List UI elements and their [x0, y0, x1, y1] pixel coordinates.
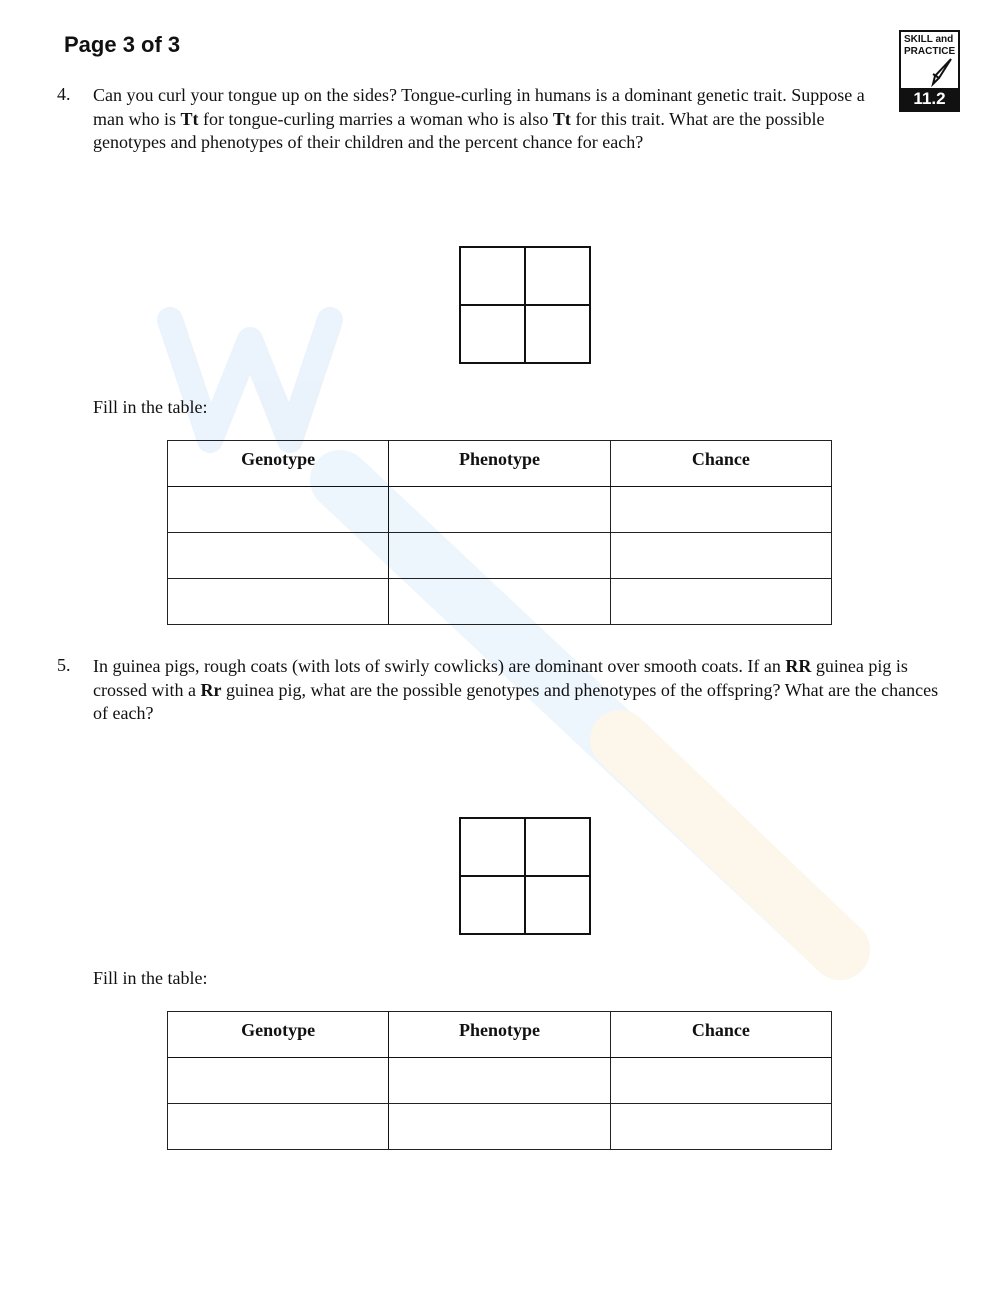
- cell[interactable]: [168, 579, 389, 625]
- table-row: [168, 1104, 832, 1150]
- cell[interactable]: [610, 1058, 831, 1104]
- cell[interactable]: [610, 487, 831, 533]
- punnett-cell[interactable]: [460, 818, 525, 876]
- cell[interactable]: [389, 1104, 610, 1150]
- cell[interactable]: [168, 533, 389, 579]
- punnett-cell[interactable]: [525, 305, 590, 363]
- table-row: [168, 1058, 832, 1104]
- header-phenotype: Phenotype: [389, 1012, 610, 1058]
- fill-label: Fill in the table:: [93, 397, 208, 417]
- cell[interactable]: [168, 1104, 389, 1150]
- answer-table: [167, 1011, 832, 1150]
- header-chance: Chance: [610, 441, 831, 487]
- logo-line1: SKILL and: [904, 34, 954, 45]
- question-4-text: Can you curl your tongue up on the sides? Tongue-curling in humans is a dominant genetic trait. Suppose a man who is Tt for tongue-curling marries a woman who is also Tt for this trait. What are the possible genotypes and phenotypes of their children and the percent chance for each?: [93, 85, 865, 152]
- cell[interactable]: [389, 487, 610, 533]
- punnett-cell[interactable]: [460, 247, 525, 305]
- pencil-icon: [929, 58, 955, 88]
- fill-label: Fill in the table:: [93, 968, 208, 988]
- table-row: [168, 487, 832, 533]
- header-chance: Chance: [610, 1012, 831, 1058]
- cell[interactable]: [610, 1104, 831, 1150]
- header-genotype: Genotype: [168, 1012, 389, 1058]
- punnett-square: [459, 246, 591, 364]
- punnett-square: [459, 817, 591, 935]
- cell[interactable]: [610, 533, 831, 579]
- cell[interactable]: [389, 1058, 610, 1104]
- punnett-cell[interactable]: [460, 305, 525, 363]
- cell[interactable]: [389, 533, 610, 579]
- header-genotype: Genotype: [168, 441, 389, 487]
- punnett-cell[interactable]: [525, 876, 590, 934]
- punnett-cell[interactable]: [525, 247, 590, 305]
- punnett-cell[interactable]: [460, 876, 525, 934]
- punnett-cell[interactable]: [525, 818, 590, 876]
- question-number: 4.: [57, 84, 71, 104]
- page-title: Page 3 of 3: [64, 32, 181, 57]
- logo-number: 11.2: [901, 88, 958, 110]
- header-phenotype: Phenotype: [389, 441, 610, 487]
- table-row: [168, 579, 832, 625]
- cell[interactable]: [168, 487, 389, 533]
- cell[interactable]: [610, 579, 831, 625]
- question-number: 5.: [57, 655, 71, 675]
- skill-practice-logo: [899, 30, 960, 112]
- question-5-text: In guinea pigs, rough coats (with lots of swirly cowlicks) are dominant over smooth coats. If an RR guinea pig is crossed with a Rr guinea pig, what are the possible genotypes and phenotypes of the offspring? What are the chances of each?: [93, 656, 939, 723]
- answer-table: [167, 440, 832, 625]
- table-row: [168, 533, 832, 579]
- cell[interactable]: [389, 579, 610, 625]
- logo-line2: PRACTICE: [904, 46, 956, 57]
- cell[interactable]: [168, 1058, 389, 1104]
